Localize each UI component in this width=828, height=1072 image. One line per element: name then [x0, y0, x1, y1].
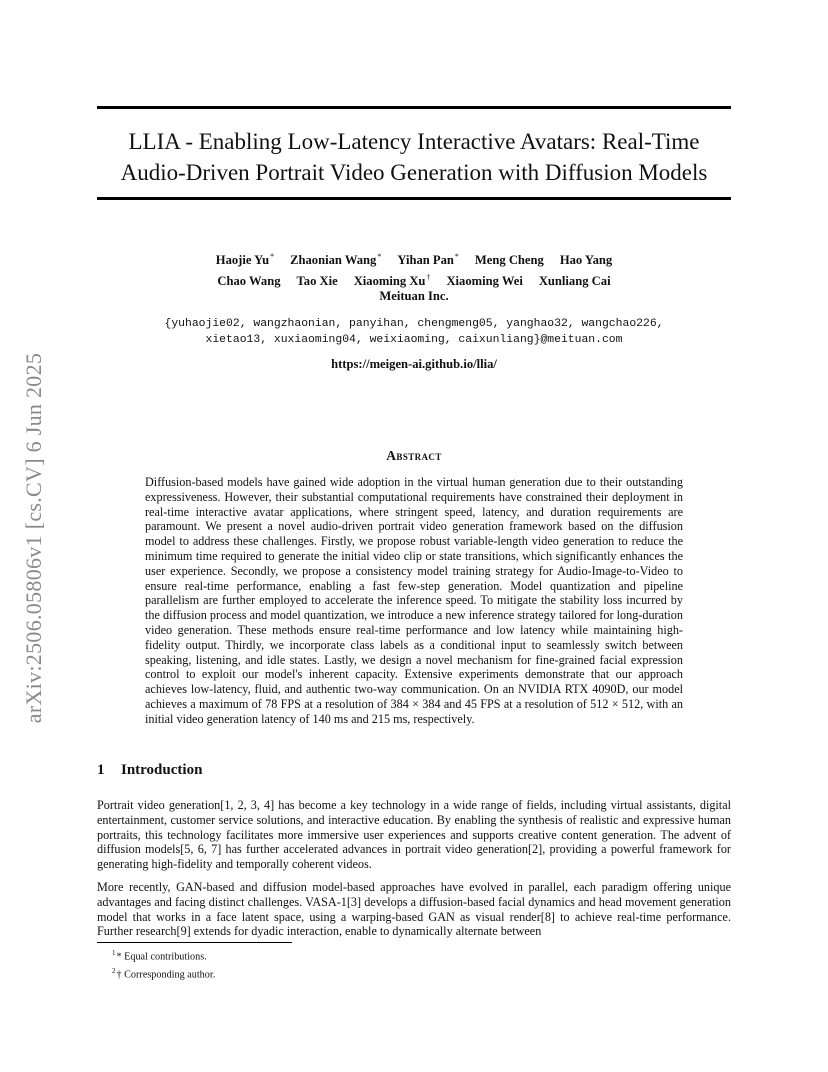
author-row-1 [97, 248, 731, 269]
paper-title [97, 126, 731, 188]
author-name: Xiaoming Wei [446, 274, 523, 289]
project-url[interactable]: https://meigen-ai.github.io/llia/ [331, 357, 497, 371]
footnote-2 [112, 964, 612, 982]
author-name: Xiaoming Xu† [353, 273, 431, 289]
arxiv-identifier: arXiv:2506.05806v1 [cs.CV] 6 Jun 2025 [21, 352, 46, 723]
emails-line-2: xietao13, xuxiaoming04, weixiaoming, caixunliang}@meituan.com [205, 334, 623, 346]
author-mark: † [426, 273, 431, 283]
footnote-1 [112, 946, 612, 964]
author-name: Meng Cheng [474, 253, 544, 268]
footnote-2-text: † Corresponding author. [116, 969, 216, 981]
author-mark: * [454, 252, 459, 261]
author-name: Yihan Pan* [397, 252, 459, 268]
author-name: Haojie Yu* [215, 252, 275, 268]
author-mark: * [270, 252, 275, 261]
section-heading-introduction [97, 762, 731, 779]
abstract-text: Diffusion-based models have gained wide adoption in the virtual human generation due to their outstanding expressiveness. However, their substantial computational requirements have constrained their deployment in real-time interactive avatar applications, where stringent speed, latency, and duration requirements are paramount. We present a novel audio-driven portrait video generation framework based on the diffusion model to address these challenges. Firstly, we propose robust variable-length video generation to reduce the minimum time required to generate the initial video clip or state transitions, which significantly enhances the user experience. Secondly, we propose a consistency model training strategy for Audio-Image-to-Video to ensure real-time performance, enabling a fast few-step generation. Model quantization and pipeline parallelism are further employed to accelerate the inference speed. To mitigate the stability loss incurred by the diffusion process and model quantization, we introduce a new inference strategy tailored for long-duration video generation. These methods ensure real-time performance and low latency while maintaining high-fidelity output. Thirdly, we incorporate class labels as a conditional input to seamlessly switch between speaking, listening, and idle states. Lastly, we design a novel mechanism for fine-grained facial expression control to exploit our model's inherent capacity. Extensive experiments demonstrate that our approach achieves low-latency, fluid, and authentic two-way communication. On an NVIDIA RTX 4090D, our model achieves a maximum of 78 FPS at a resolution of 384 × 384 and 45 FPS at a resolution of 512 × 512, with an initial video generation latency of 140 ms and 215 ms, respectively. [145, 475, 683, 726]
section-title: Introduction [121, 762, 203, 778]
footnote-1-text: * Equal contributions. [116, 951, 207, 963]
emails-line-1: {yuhaojie02, wangzhaonian, panyihan, chengmeng05, yanghao32, wangchao226, [164, 318, 664, 330]
intro-paragraph-2: More recently, GAN-based and diffusion model-based approaches have evolved in parallel, each paradigm offering unique advantages and facing distinct challenges. VASA-1[3] develops a diffusion-based facial dynamics and head movement generation model that works in a face latent space, using a warping-based GAN as visual render[8] to achieve real-time performance. Further research[9] extends for dyadic interaction, enable to dynamically alternate between [97, 880, 731, 939]
author-name: Chao Wang [217, 274, 281, 289]
intro-paragraph-1: Portrait video generation[1, 2, 3, 4] has become a key technology in a wide range of fields, including virtual assistants, digital entertainment, customer service solutions, and interactive education. By enabling the synthesis of realistic and expressive human portraits, this technology facilitates more immersive user experiences and supports creative content generation. The advent of diffusion models[5, 6, 7] has further accelerated advances in portrait video generation[2], providing a powerful framework for generating high-fidelity and temporally coherent videos. [97, 798, 731, 872]
author-emails [97, 316, 731, 348]
arxiv-sidebar-stamp [14, 310, 54, 765]
author-name: Xunliang Cai [538, 274, 611, 289]
author-name: Hao Yang [559, 253, 613, 268]
section-number: 1 [97, 762, 105, 778]
title-bottom-rule [97, 197, 731, 200]
footnote-1-mark: 1 [112, 949, 116, 957]
affiliation: Meituan Inc. [379, 289, 449, 303]
abstract-heading: Abstract [386, 448, 442, 463]
author-row-2 [97, 269, 731, 290]
footnotes [112, 946, 612, 983]
title-line-1: LLIA - Enabling Low-Latency Interactive Avatars: Real-Time [128, 129, 700, 154]
author-mark: * [377, 252, 382, 261]
footnote-2-mark: 2 [112, 967, 116, 976]
title-top-rule [97, 106, 731, 109]
author-name: Zhaonian Wang* [290, 252, 382, 268]
title-line-2: Audio-Driven Portrait Video Generation with Diffusion Models [120, 160, 708, 185]
author-name: Tao Xie [296, 274, 338, 289]
footnote-rule [97, 942, 292, 943]
author-list [97, 248, 731, 290]
